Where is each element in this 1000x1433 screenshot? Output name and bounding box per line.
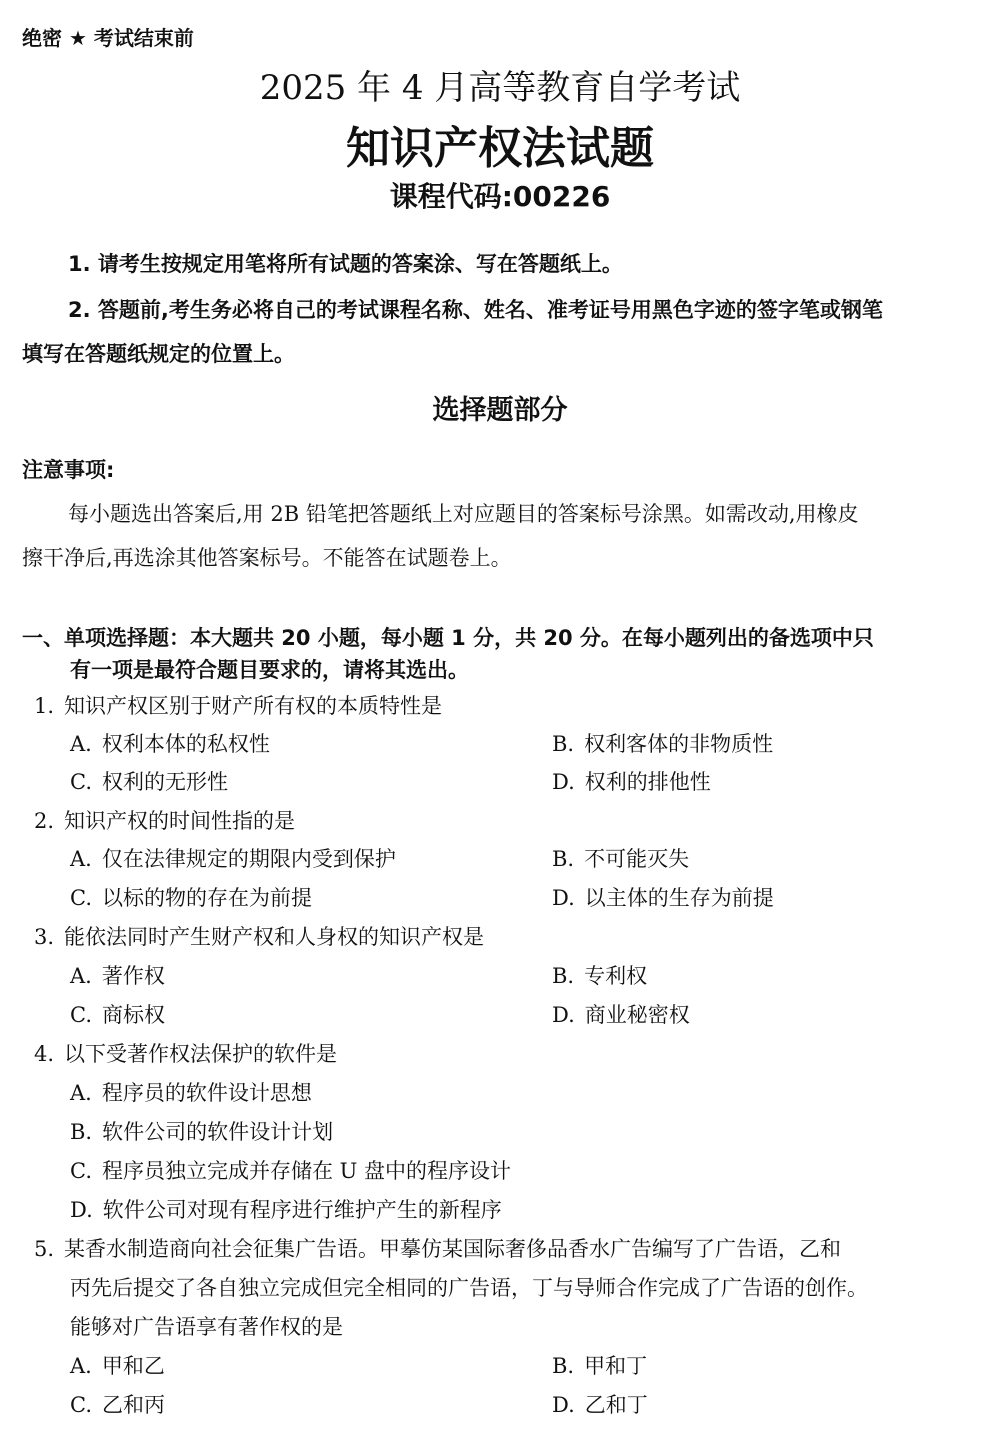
- option-text: 权利客体的非物质性: [584, 732, 774, 756]
- option-letter: A.: [70, 847, 92, 871]
- option-letter: B.: [552, 964, 575, 988]
- notice-label: 注意事项:: [22, 458, 115, 482]
- option-text: 专利权: [584, 964, 648, 988]
- question-4-option-d[interactable]: [70, 1194, 502, 1224]
- question-3-option-c[interactable]: [70, 999, 165, 1029]
- option-letter: A.: [70, 1081, 92, 1105]
- option-text: 以主体的生存为前提: [584, 886, 774, 910]
- question-5-stem-line-2: 丙先后提交了各自独立完成但完全相同的广告语，丁与导师合作完成了广告语的创作。: [70, 1276, 868, 1300]
- option-letter: D.: [552, 770, 575, 794]
- question-number: 2.: [34, 809, 55, 833]
- instruction-2: 2. 答题前,考生务必将自己的考试课程名称、姓名、准考证号用黑色字迹的签字笔或钢笔: [68, 298, 883, 322]
- question-text: 某香水制造商向社会征集广告语。甲摹仿某国际奢侈品香水广告编写了广告语，乙和: [64, 1237, 842, 1261]
- question-4-stem: [34, 1038, 337, 1068]
- question-5-stem: [34, 1233, 841, 1263]
- question-1-option-d[interactable]: [552, 766, 711, 796]
- exam-title: 2025 年 4 月高等教育自学考试: [259, 68, 741, 108]
- option-text: 商业秘密权: [584, 1003, 690, 1027]
- course-code: 课程代码:00226: [389, 180, 611, 213]
- option-letter: B.: [552, 1354, 575, 1378]
- option-text: 商标权: [102, 1003, 165, 1027]
- option-letter: B.: [552, 732, 575, 756]
- option-letter: D.: [70, 1198, 93, 1222]
- question-5-stem-line-3: 能够对广告语享有著作权的是: [70, 1315, 343, 1339]
- confidential-label: 绝密 ★ 考试结束前: [22, 26, 194, 50]
- option-text: 著作权: [101, 964, 165, 988]
- question-5-option-b[interactable]: [552, 1350, 647, 1380]
- option-text: 甲和丁: [584, 1354, 648, 1378]
- option-letter: A.: [70, 964, 92, 988]
- notice-text-line-1: 每小题选出答案后,用 2B 铅笔把答题纸上对应题目的答案标号涂黑。如需改动,用橡皮: [68, 502, 859, 526]
- question-1-stem: [34, 690, 442, 720]
- question-3-option-d[interactable]: [552, 999, 690, 1029]
- option-text: 权利的无形性: [102, 770, 228, 794]
- option-text: 甲和乙: [101, 1354, 165, 1378]
- question-2-stem: [34, 805, 295, 835]
- question-4-option-b[interactable]: [70, 1116, 333, 1146]
- option-letter: D.: [552, 886, 575, 910]
- question-3-stem: [34, 921, 484, 951]
- question-text: 知识产权的时间性指的是: [64, 809, 296, 833]
- question-text: 能依法同时产生财产权和人身权的知识产权是: [64, 925, 485, 949]
- question-2-option-d[interactable]: [552, 882, 774, 912]
- question-3-option-a[interactable]: [70, 960, 165, 990]
- option-letter: C.: [70, 1003, 92, 1027]
- question-2-option-b[interactable]: [552, 843, 689, 873]
- option-text: 不可能灭失: [584, 847, 690, 871]
- option-text: 程序员独立完成并存储在 U 盘中的程序设计: [102, 1159, 512, 1183]
- question-4-option-a[interactable]: [70, 1077, 312, 1107]
- option-text: 软件公司对现有程序进行维护产生的新程序: [102, 1198, 502, 1222]
- question-2-option-c[interactable]: [70, 882, 312, 912]
- question-number: 1.: [34, 694, 55, 718]
- part-one-heading: 一、单项选择题：本大题共 20 小题，每小题 1 分，共 20 分。在每小题列出的备选项中只: [22, 626, 874, 650]
- instruction-1: 1. 请考生按规定用笔将所有试题的答案涂、写在答题纸上。: [68, 252, 623, 276]
- instruction-2-cont: 填写在答题纸规定的位置上。: [22, 342, 295, 366]
- question-number: 3.: [34, 925, 55, 949]
- option-letter: D.: [552, 1003, 575, 1027]
- option-letter: D.: [552, 1393, 575, 1417]
- option-text: 仅在法律规定的期限内受到保护: [101, 847, 396, 871]
- question-number: 5.: [34, 1237, 55, 1261]
- question-3-option-b[interactable]: [552, 960, 647, 990]
- option-text: 权利的排他性: [584, 770, 711, 794]
- option-letter: C.: [70, 886, 92, 910]
- option-letter: B.: [552, 847, 575, 871]
- option-letter: C.: [70, 1393, 92, 1417]
- subject-title: 知识产权法试题: [346, 123, 654, 174]
- question-text: 知识产权区别于财产所有权的本质特性是: [64, 694, 443, 718]
- question-5-option-a[interactable]: [70, 1350, 165, 1380]
- question-1-option-b[interactable]: [552, 728, 773, 758]
- question-1-option-c[interactable]: [70, 766, 228, 796]
- option-text: 以标的物的存在为前提: [102, 886, 312, 910]
- part-one-heading-cont: 有一项是最符合题目要求的，请将其选出。: [70, 658, 469, 682]
- option-letter: A.: [70, 732, 92, 756]
- question-5-option-d[interactable]: [552, 1389, 648, 1419]
- question-1-option-a[interactable]: [70, 728, 270, 758]
- option-text: 乙和丙: [102, 1393, 165, 1417]
- option-text: 乙和丁: [584, 1393, 648, 1417]
- option-text: 软件公司的软件设计计划: [102, 1120, 334, 1144]
- option-text: 权利本体的私权性: [101, 732, 270, 756]
- question-2-option-a[interactable]: [70, 843, 396, 873]
- question-text: 以下受著作权法保护的软件是: [64, 1042, 338, 1066]
- option-letter: B.: [70, 1120, 93, 1144]
- notice-text-line-2: 擦干净后,再选涂其他答案标号。不能答在试题卷上。: [22, 546, 512, 570]
- question-4-option-c[interactable]: [70, 1155, 511, 1185]
- option-letter: C.: [70, 1159, 92, 1183]
- question-number: 4.: [34, 1042, 55, 1066]
- option-letter: C.: [70, 770, 92, 794]
- option-letter: A.: [70, 1354, 92, 1378]
- section-title: 选择题部分: [432, 395, 568, 426]
- question-5-option-c[interactable]: [70, 1389, 165, 1419]
- option-text: 程序员的软件设计思想: [101, 1081, 312, 1105]
